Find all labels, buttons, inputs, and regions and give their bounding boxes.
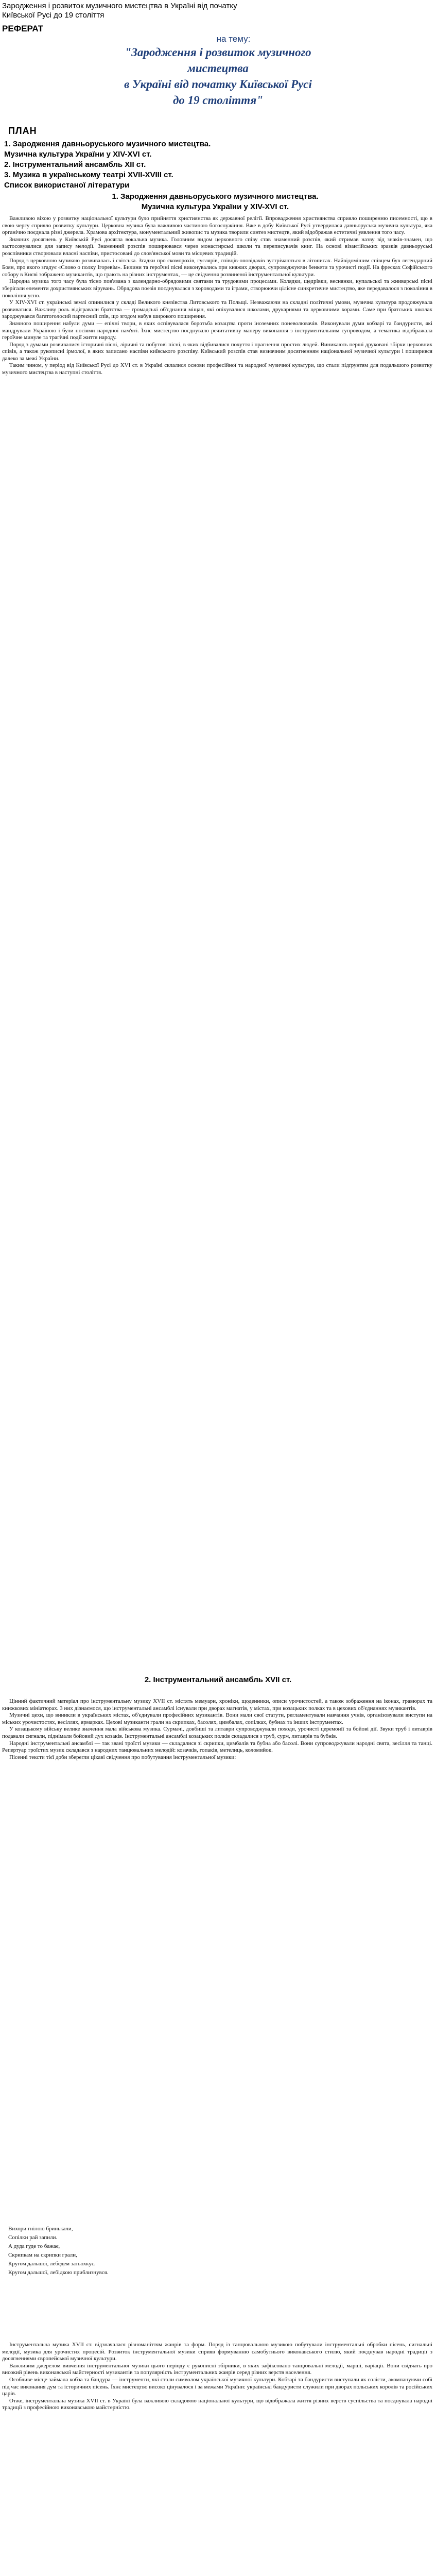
section-1-title-line: 1. Зародження давньоруського музичного мистецтва. — [112, 192, 319, 201]
paragraph: Народна музика того часу була тісно пов'язана з календарно-обрядовими святами та трудовими процесами. Колядки, щедрівки, веснянки, купальські та жниварські пісні зберігали елементи дохристиянських вірувань. Обрядова поезія поєднувалася з хороводами та іграми, створюючи цілісне синкретичне мистецтво, яке передавалося з покоління в покоління усно. — [2, 278, 432, 299]
paragraph: Поряд з думами розвивалися історичні пісні, ліричні та побутові пісні, в яких відбивалися почуття і прагнення простих людей. Виникають перші друковані збірки церковних співів, а також рукописні ірмолої, в яких записано наспіви київського розспіву. Київський розспів став визначним досягненням національної музичної культури і поширився далеко за межі України. — [2, 341, 432, 362]
essay-title — [0, 44, 436, 108]
poem-line: А дуда гуде то бажає, — [8, 2243, 60, 2249]
title-line: в Україні від початку Київської Русі — [124, 78, 312, 91]
plan-item: 2. Інструментальний ансамбль XII ст. — [4, 160, 146, 169]
paragraph: Пісенні тексти тієї доби зберегли цікаві свідчення про побутування інструментальної музики: — [9, 1754, 236, 1760]
poem-line: Кругом дальшої, лебідкою приблизнувся. — [8, 2269, 109, 2276]
paragraph: Важливою віхою у розвитку національної культури було прийняття християнства як державної релігії. Впровадження християнства сприяло поширенню писемності, що в свою чергу сприяло розвитку культури. Церковна музика була важливою частиною богослужіння. Вже в добу Київської Русі утвердилася давньоруська музична культура, яка органічно поєднала різні джерела. Храмова архітектура, монументальний живопис та музика творили синтез мистецтв, який відображав естетичні уявлення того часу. — [2, 215, 432, 236]
poem-line: Кругом дальшої, лебедем затьохкує. — [8, 2261, 96, 2267]
paragraph: Поряд з церковною музикою розвивалась і світська. Згадки про скоморохів, гуслярів, співців-оповідачів зустрічаються в літописах. Найвідомішим співцем був легендарний Боян, про якого згадує «Слово о полку Ігоревім». Билини та героїчні пісні виконувались при княжих дворах, супроводжуючи бенкети та урочисті події. На фресках Софійського собору в Києві зображено музикантів, що грають на різних інструментах, — це свідчення розвиненої інструментальної культури. — [2, 257, 432, 278]
poem-line: Сопілки рай запили. — [8, 2234, 58, 2241]
paragraph: Інструментальна музика XVII ст. відзначалася різноманіттям жанрів та форм. Поряд із танцювальною музикою побутували інструментальні обробки пісень, сигнальні мелодії, музика для урочистих процесій. Розвиток інструментальної музики сприяв формуванню самобутнього виконавського стилю, який поєднував народні традиції з досягненнями європейської музичної культури. — [2, 2342, 432, 2362]
section-2-body — [2, 1698, 432, 1761]
plan-item: 3. Музика в українському театрі XVII-XVIII ст. — [4, 171, 173, 179]
section-2-heading: 2. Інструментальний ансамбль XVII ст. — [144, 1675, 292, 1684]
section-1-body — [2, 215, 432, 377]
paragraph: У XIV-XVI ст. українські землі опинилися у складі Великого князівства Литовського та Польщі. Незважаючи на складні політичні умови, музична культура продовжувала розвиватися. Важливу роль відігравали братства — громадські об'єднання міщан, які опікувалися школами, друкарнями та церковними хорами. Саме при братських школах зароджувався багатоголосий партесний спів, що згодом набув широкого поширення. — [2, 299, 432, 320]
title-line: "Зародження і розвиток музичного — [125, 46, 311, 59]
paragraph: Цінний фактичний матеріал про інструментальну музику XVII ст. містять мемуари, хроніки, щоденники, описи урочистостей, а також зображення на іконах, гравюрах та книжкових мініатюрах. З них дізнаємося, що інструментальні ансамблі існували при дворах магнатів, у містах, при козацьких полках та в цехових об'єднаннях музикантів. — [2, 1698, 432, 1711]
plan-item: Музична культура України у XIV-XVI ст. — [4, 150, 152, 159]
paragraph: Музичні цехи, що виникли в українських містах, об'єднували професійних музикантів. Вони мали свої статути, регламентували навчання учнів, організовували виступи на міських урочистостях, весіллях, ярмарках. Цехові музиканти грали на скрипках, басолях, цимбалах, сопілках, бубнах та інших інструментах. — [2, 1712, 432, 1725]
paragraph: Особливе місце займала кобза та бандура — інструменти, які стали символом української музичної культури. Кобзарі та бандуристи виступали як солісти, акомпануючи собі під час виконання дум та історичних пісень. Їхнє мистецтво високо цінувалося і за межами України: українські бандуристи служили при дворах польських королів та російських царів. — [2, 2376, 432, 2397]
on-theme-label: на тему: — [216, 34, 251, 44]
poem-line: Вихори гнілою бринькали, — [8, 2226, 73, 2232]
paragraph: Значних досягнень у Київській Русі досягла вокальна музика. Головним видом церковного співу став знаменний розспів, який отримав назву від знаків-знамен, що застосовувалися для запису мелодії. Знаменний розспів поширювався через монастирські школи та переписувачів книг. На основі візантійських зразків давньоруські розспівники створювали власні наспіви, пристосовані до слов'янської мови та місцевих традицій. — [2, 236, 432, 257]
paragraph: Таким чином, у період від Київської Русі до XVI ст. в Україні склалися основи професійної та народної музичної культури, що стали підґрунтям для подальшого розвитку музичного мистецтва в наступні століття. — [2, 362, 432, 376]
paragraph: Значного поширення набули думи — епічні твори, в яких оспівувалася боротьба козацтва проти іноземних поневолювачів. Виконували думи кобзарі та бандуристи, які мандрували Україною і були носіями народної пам'яті. Їхнє мистецтво поєднувало речитативну манеру виконання з інструментальним супроводом, а тематика відображала героїчне минуле та трагічні події життя народу. — [2, 320, 432, 341]
paragraph: Отже, інструментальна музика XVII ст. в Україні була важливою складовою національної культури, що відображала життя різних верств суспільства та поєднувала народні традиції з професійною виконавською майстерністю. — [2, 2397, 432, 2411]
poem-line: Скрипкам на скрипки грали, — [8, 2252, 77, 2258]
title-line: до 19 століття" — [172, 94, 263, 107]
paragraph: Народні інструментальні ансамблі — так звані троїсті музики — складалися зі скрипки, цимбалів та бубна або басолі. Вони супроводжували народні свята, весілля та танці. Репертуар троїстих музик складався з народних танцювальних мелодій: козачків, гопаків, метелиць, коломийок. — [2, 1740, 432, 1754]
plan-list — [4, 139, 426, 191]
poem-quote — [8, 2225, 108, 2277]
paragraph: Важливим джерелом вивчення інструментальної музики цього періоду є рукописні збірники, в яких зафіксовано танцювальні мелодії, марші, варіації. Вони свідчать про високий рівень виконавської майстерності музикантів та популярність інструментальних жанрів серед різних верств населення. — [2, 2362, 432, 2376]
plan-heading: ПЛАН — [8, 126, 37, 136]
title-line: мистецтва — [187, 62, 249, 75]
plan-item: Список використаної літератури — [4, 181, 130, 190]
section-2-body-continued — [2, 2342, 432, 2412]
paragraph: У козацькому війську велике значення мала військова музика. Сурмачі, довбиші та литаври супроводжували походи, урочисті церемонії та бойові дії. Звуки труб і литаврів подавали сигнали, піднімали бойовий дух козаків. Інструментальні ансамблі козацьких полків складалися з труб, сурм, литаврів та бубнів. — [2, 1726, 432, 1739]
plan-item: 1. Зародження давньоруського музичного мистецтва. — [4, 140, 211, 148]
section-1-title-line: Музична культура України у XIV-XVI ст. — [141, 202, 289, 211]
section-1-heading — [4, 192, 426, 212]
doc-type-label: РЕФЕРАТ — [2, 24, 44, 33]
document-top-title: Зародження і розвиток музичного мистецтва в Україні від початку Київської Русі до 19 століття — [2, 2, 237, 20]
